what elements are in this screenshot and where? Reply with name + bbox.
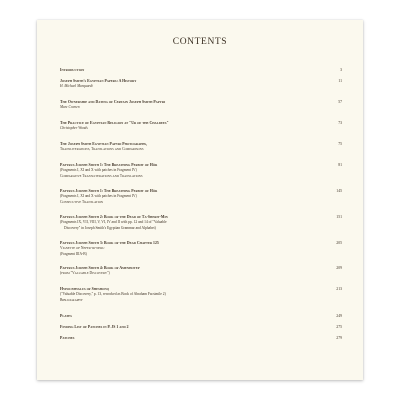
entry-title: Papyrus Joseph Smith 1: The Breathing Permit of Hôr xyxy=(60,163,158,167)
entry-author: H. Michael Marquardt xyxy=(60,84,93,89)
entry-title: Papyrus Joseph Smith 1: The Breathing Permit of Hôr xyxy=(60,189,158,193)
page-number: 213 xyxy=(336,287,342,291)
toc-entry-photographs xyxy=(60,142,342,153)
toc-entry-chapter-125 xyxy=(60,241,342,257)
entry-title: Hypocephalus of Sheshonq xyxy=(60,287,109,291)
page-title: CONTENTS xyxy=(172,37,228,47)
entry-title: The Ownership and Dating of Certain Joseph Smith Papyri xyxy=(60,100,166,104)
page-number: 209 xyxy=(336,266,342,270)
entry-title: Papyrus Joseph Smith 2: Book of the Dead of Ta-Sherit-Min xyxy=(60,215,168,219)
toc-entry-introduction xyxy=(60,68,342,73)
page-number: 75 xyxy=(338,142,342,146)
toc-entry-amenhotep xyxy=(60,266,342,277)
page-number: 73 xyxy=(338,121,342,125)
entry-title: Patches xyxy=(60,336,75,340)
entry-detail: (Fragments I, XI and X with patches in Fragment IV) xyxy=(60,194,137,199)
page-number: 151 xyxy=(336,215,342,219)
page-number: 3 xyxy=(340,68,342,72)
entry-subtitle: Comparative Transliterations and Translations xyxy=(60,173,143,178)
entry-title: Introduction xyxy=(60,68,85,72)
toc-entry-breathing-permit-comparative xyxy=(60,163,342,179)
entry-title: Joseph Smith's Egyptian Papers: A History xyxy=(60,79,137,83)
entry-title: The Joseph Smith Egyptian Papyri Photographs, xyxy=(60,142,148,146)
toc-entry-plates xyxy=(60,314,342,319)
toc-entry-finding-list xyxy=(60,325,342,330)
toc-entry-patches xyxy=(60,336,342,341)
toc-entry-history xyxy=(60,79,342,90)
page-number: 145 xyxy=(336,189,342,193)
page-number: 249 xyxy=(336,314,342,318)
entry-title: Papyrus Joseph Smith 4: Book of Amenhotep xyxy=(60,266,140,270)
entry-subtitle: Vignette of Nefer-ir-neru xyxy=(60,246,105,251)
entry-author: Christopher Woods xyxy=(60,126,88,131)
toc-entry-book-of-the-dead-ta-sherit-min xyxy=(60,215,342,231)
page-number: 81 xyxy=(338,163,342,167)
page-number: 279 xyxy=(336,336,342,340)
toc-entry-hypocephalus xyxy=(60,287,342,303)
entry-title: The Practice of Egyptian Religion at "Ur of the Chaldees" xyxy=(60,121,169,125)
entry-author: Marc Coenen xyxy=(60,105,80,110)
entry-detail: Discovery" in Joseph Smith's Egyptian Grammar and Alphabet) xyxy=(64,225,156,230)
entry-detail: ("Valuable Discovery," p. 13, reworked as Book of Abraham Facsimile 2) xyxy=(60,292,166,297)
entry-subtitle: Transliterations, Translations and Comparisons xyxy=(60,147,144,152)
page-number: 205 xyxy=(336,241,342,245)
entry-detail: (Fragment IIIA-B) xyxy=(60,251,87,256)
entry-title: Papyrus Joseph Smith 3: Book of the Dead Chapter 125 xyxy=(60,241,159,245)
toc-entry-breathing-permit-consecutive xyxy=(60,189,342,205)
entry-detail: (from "Valuable Discovery") xyxy=(60,271,110,276)
entry-detail: (Fragments I, XI and X with patches in Fragment IV) xyxy=(60,168,137,173)
entry-title: Plates xyxy=(60,314,72,318)
book-page xyxy=(37,20,363,380)
page-number: 11 xyxy=(338,79,342,83)
entry-subtitle: Consecutive Translation xyxy=(60,199,104,204)
page-number: 57 xyxy=(338,100,342,104)
toc-entry-ownership xyxy=(60,100,342,111)
entry-detail: (Fragments IX, VII, VIII, V, VI, IV and II with pp. 12 and 14 of "Valuable xyxy=(60,220,167,225)
page-number: 275 xyxy=(336,325,342,329)
entry-title: Finding List of Patches in P. JS 1 and 2 xyxy=(60,325,129,329)
toc-entry-practice xyxy=(60,121,342,132)
entry-subtitle: Bibliography xyxy=(60,297,83,302)
